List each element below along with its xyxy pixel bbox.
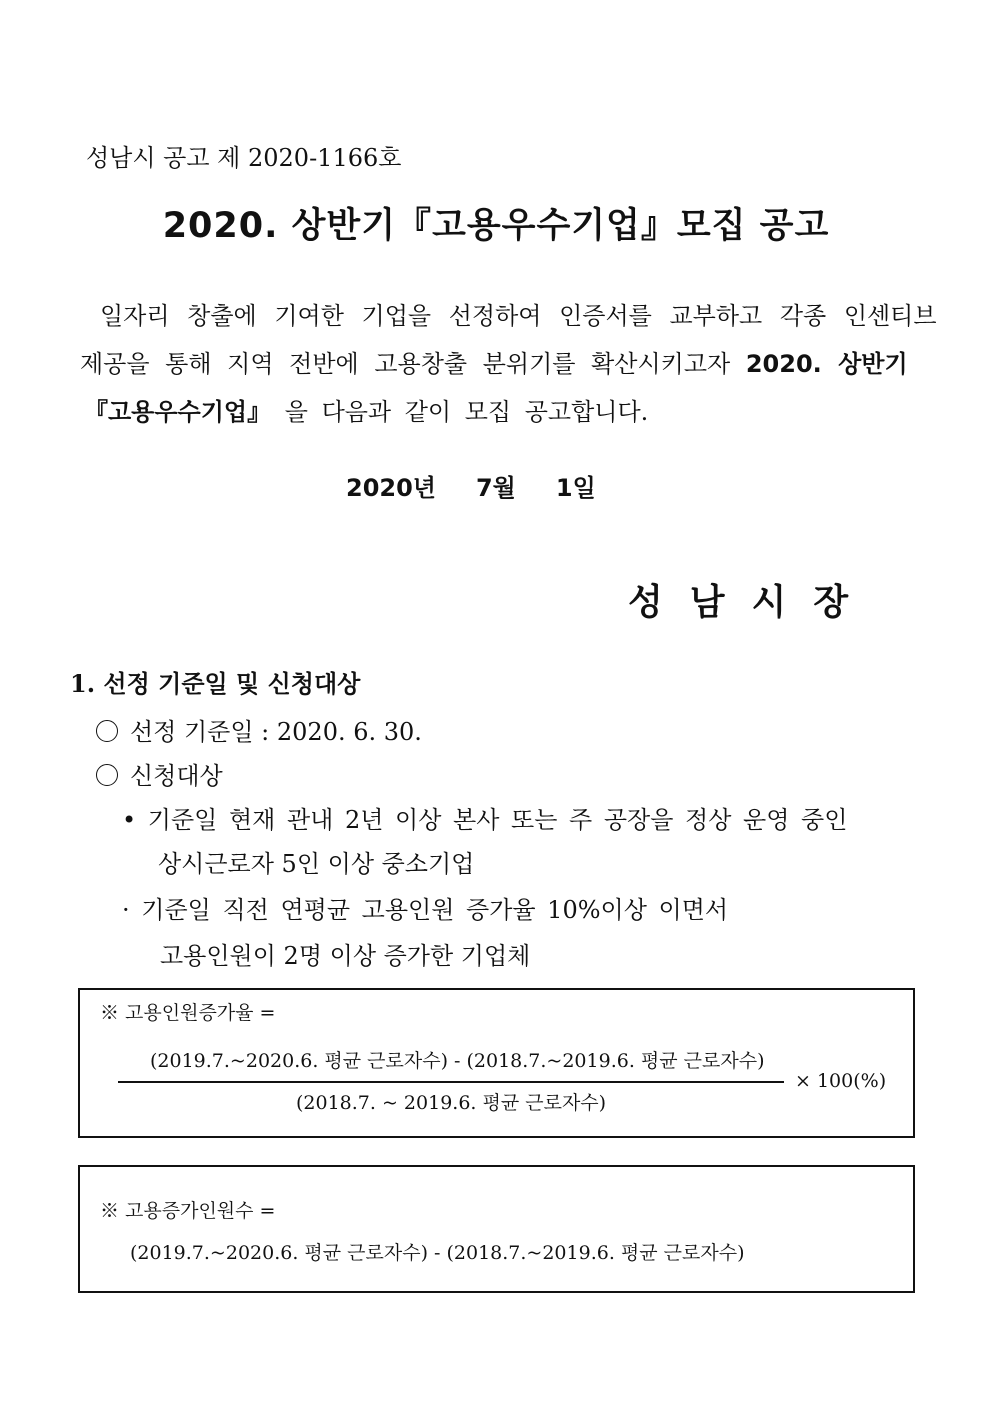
date-month: 7월 (475, 474, 516, 502)
criteria-date-item (96, 712, 422, 747)
eligibility-bullet-2-cont: 고용인원이 2명 이상 증가한 기업체 (160, 942, 531, 970)
formula-multiplier: × 100(%) (795, 1070, 887, 1092)
intro-line-2 (80, 344, 908, 379)
bullet-text: 기준일 직전 연평균 고용인원 증가율 10%이상 이면서 (141, 896, 729, 924)
formula-numerator: (2019.7.~2020.6. 평균 근로자수) - (2018.7.~2019.6. 평균 근로자수) (150, 1050, 765, 1072)
eligibility-item (96, 756, 223, 791)
eligibility-bullet-2 (122, 890, 728, 925)
employment-increase-formula: (2019.7.~2020.6. 평균 근로자수) - (2018.7.~2019.6. 평균 근로자수) (130, 1242, 745, 1264)
document-title: 2020. 상반기『고용우수기업』모집 공고 (162, 206, 830, 246)
date-day: 1일 (555, 474, 596, 502)
date-year: 2020년 (346, 474, 436, 502)
bullet-text: 기준일 현재 관내 2년 이상 본사 또는 주 공장을 정상 운영 중인 (147, 806, 848, 834)
section-1-heading: 1. 선정 기준일 및 신청대상 (70, 669, 361, 698)
circle-bullet-icon (96, 764, 118, 786)
intro-line-3 (84, 392, 648, 427)
intro-line-3-bold: 『고용우수기업』 (84, 398, 272, 426)
intro-line-2-text: 제공을 통해 지역 전반에 고용창출 분위기를 확산시키고자 (80, 350, 731, 378)
eligibility-bullet-1-cont: 상시근로자 5인 이상 중소기업 (158, 850, 475, 878)
issuer-name: 성남시장 (628, 582, 876, 623)
formula-denominator: (2018.7. ~ 2019.6. 평균 근로자수) (296, 1092, 607, 1114)
bullet-marker: • (122, 806, 137, 834)
intro-line-1: 일자리 창출에 기여한 기업을 선정하여 인증서를 교부하고 각종 인센티브 (100, 302, 937, 330)
bullet-marker: · (122, 896, 130, 924)
employment-increase-formula-box (78, 1165, 915, 1293)
eligibility-text: 신청대상 (130, 762, 223, 790)
employment-increase-label: ※ 고용증가인원수 = (100, 1200, 276, 1222)
eligibility-bullet-1 (122, 800, 847, 835)
announcement-date (346, 468, 596, 503)
criteria-date-text: 선정 기준일 : 2020. 6. 30. (130, 718, 422, 746)
intro-line-2-bold: 2020. 상반기 (745, 350, 908, 378)
intro-line-3-text: 을 다음과 같이 모집 공고합니다. (284, 398, 649, 426)
notice-number: 성남시 공고 제 2020-1166호 (86, 144, 402, 172)
fraction-bar (118, 1081, 784, 1083)
employment-rate-label: ※ 고용인원증가율 = (100, 1002, 276, 1024)
circle-bullet-icon (96, 720, 118, 742)
